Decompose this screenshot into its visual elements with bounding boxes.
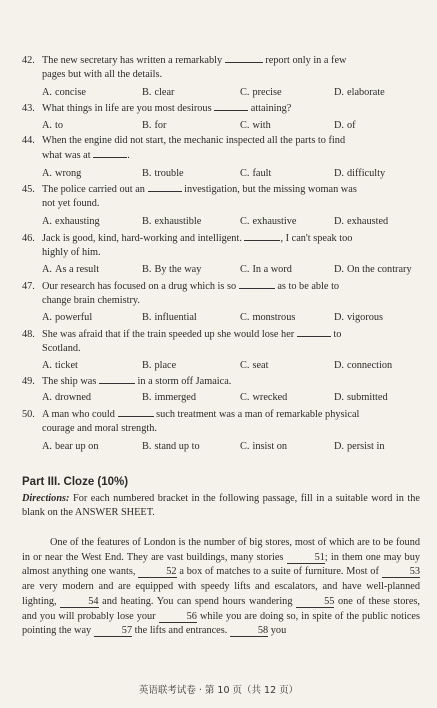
question-47 <box>22 279 422 308</box>
question-text: as to be able to <box>277 281 340 292</box>
answer-blank <box>148 182 182 192</box>
option-a[interactable] <box>42 263 99 277</box>
options-row <box>42 440 432 454</box>
option-d[interactable] <box>334 215 388 229</box>
option-text: persist in <box>347 441 385 452</box>
option-text: exhaustive <box>252 216 297 227</box>
option-text: immerged <box>154 392 197 403</box>
question-text: change brain chemistry. <box>42 295 140 306</box>
question-43 <box>22 101 422 116</box>
option-a[interactable] <box>42 440 98 454</box>
option-letter: B. <box>142 441 152 452</box>
page-footer: 英语联考试卷 · 第 10 页（共 12 页） <box>138 685 299 696</box>
option-text: for <box>154 120 167 131</box>
option-letter: B. <box>142 312 152 323</box>
blank-55: 55 <box>296 596 334 608</box>
option-c[interactable] <box>240 440 287 454</box>
option-text: to <box>55 120 64 131</box>
option-text: clear <box>154 87 175 98</box>
blank-53: 53 <box>382 566 420 578</box>
option-a[interactable] <box>42 86 86 100</box>
option-text: bear up on <box>55 441 99 452</box>
option-text: ticket <box>55 360 78 371</box>
option-text: influential <box>154 312 197 323</box>
question-text: in a storm off Jamaica. <box>137 376 232 387</box>
question-45 <box>22 182 422 211</box>
option-letter: C. <box>240 168 250 179</box>
option-letter: A. <box>42 87 53 98</box>
cloze-passage <box>22 536 420 639</box>
option-a[interactable] <box>42 359 78 373</box>
option-text: powerful <box>55 312 93 323</box>
option-text: On the contrary <box>347 264 412 275</box>
option-d[interactable] <box>334 167 385 181</box>
question-text: The new secretary has written a remarkably <box>42 55 223 66</box>
option-d[interactable] <box>334 263 412 277</box>
question-text: pages but with all the details. <box>42 69 163 80</box>
option-d[interactable] <box>334 359 392 373</box>
options-row <box>42 215 432 229</box>
option-c[interactable] <box>240 263 292 277</box>
question-text: not yet found. <box>42 198 100 209</box>
option-d[interactable] <box>334 119 356 133</box>
question-text: , I can't speak too <box>280 233 353 244</box>
option-text: with <box>252 120 271 131</box>
option-letter: B. <box>142 360 152 371</box>
blank-56: 56 <box>159 611 197 623</box>
options-row <box>42 263 432 277</box>
question-text: . <box>127 150 130 161</box>
option-letter: A. <box>42 168 53 179</box>
option-letter: D. <box>334 87 345 98</box>
option-b[interactable] <box>142 86 174 100</box>
option-b[interactable] <box>142 359 176 373</box>
option-letter: C. <box>240 360 250 371</box>
option-c[interactable] <box>240 119 271 133</box>
option-letter: A. <box>42 120 53 131</box>
option-letter: A. <box>42 441 53 452</box>
question-text: what was at <box>42 150 91 161</box>
question-49 <box>22 374 422 389</box>
option-letter: D. <box>334 392 345 403</box>
passage-text: one of these stores, and you will probably lose your <box>22 595 421 622</box>
option-text: In a word <box>252 264 292 275</box>
option-text: connection <box>347 360 393 371</box>
option-a[interactable] <box>42 119 63 133</box>
option-text: vigorous <box>347 312 384 323</box>
passage-text: One of the features of London is the number of big stores, most of which are to be found in or near the West End. They are vast buildings, many stories <box>22 537 420 563</box>
question-text: The ship was <box>42 376 97 387</box>
option-text: trouble <box>154 168 184 179</box>
directions <box>22 492 420 520</box>
passage-paragraph <box>22 536 420 639</box>
answer-blank <box>93 148 127 158</box>
option-b[interactable] <box>142 391 196 405</box>
option-letter: D. <box>334 264 345 275</box>
option-text: exhausting <box>55 216 100 227</box>
option-b[interactable] <box>142 263 201 277</box>
option-b[interactable] <box>142 215 201 229</box>
question-text: attaining? <box>250 103 292 114</box>
option-a[interactable] <box>42 311 92 325</box>
option-text: place <box>154 360 177 371</box>
option-text: elaborate <box>347 87 385 98</box>
option-letter: C. <box>240 120 250 131</box>
option-text: exhausted <box>347 216 389 227</box>
option-letter: C. <box>240 392 250 403</box>
question-number: 50. <box>22 409 35 420</box>
answer-blank <box>118 407 154 417</box>
answer-blank <box>225 53 263 63</box>
option-letter: A. <box>42 360 53 371</box>
question-text: courage and moral strength. <box>42 423 157 434</box>
options-row <box>42 359 432 373</box>
passage-text: the lifts and entrances. <box>134 625 228 637</box>
options-row <box>42 167 432 181</box>
option-c[interactable] <box>240 311 295 325</box>
question-number: 45. <box>22 184 35 195</box>
option-b[interactable] <box>142 119 166 133</box>
question-number: 46. <box>22 233 35 244</box>
option-text: concise <box>55 87 86 98</box>
option-text: stand up to <box>154 441 200 452</box>
question-number: 43. <box>22 103 35 114</box>
passage-text: a box of matches to a suite of furniture. Most of <box>179 566 379 578</box>
question-text: report only in a few <box>265 55 347 66</box>
options-row <box>42 311 432 325</box>
option-c[interactable] <box>240 215 297 229</box>
question-text: A man who could <box>42 409 115 420</box>
option-text: fault <box>252 168 272 179</box>
option-b[interactable] <box>142 167 184 181</box>
blank-58: 58 <box>230 625 268 637</box>
directions-text: For each numbered bracket in the following passage, fill in a suitable word in the blank on the ANSWER SHEET. <box>22 493 420 518</box>
options-row <box>42 86 432 100</box>
option-text: exhaustible <box>154 216 202 227</box>
question-number: 49. <box>22 376 35 387</box>
question-text: highly of him. <box>42 247 101 258</box>
question-text: What things in life are you most desirous <box>42 103 212 114</box>
passage-text: and heating. You can spend hours wandering <box>102 595 293 607</box>
blank-57: 57 <box>94 625 132 637</box>
option-letter: A. <box>42 264 53 275</box>
option-letter: D. <box>334 168 345 179</box>
option-text: By the way <box>154 264 202 275</box>
question-48 <box>22 327 422 356</box>
question-number: 44. <box>22 135 35 146</box>
option-letter: C. <box>240 312 250 323</box>
question-text: The police carried out an <box>42 184 145 195</box>
question-text: investigation, but the missing woman was <box>184 184 357 195</box>
answer-blank <box>99 374 135 384</box>
option-letter: D. <box>334 360 345 371</box>
option-text: monstrous <box>252 312 296 323</box>
option-letter: B. <box>142 392 152 403</box>
option-letter: D. <box>334 216 345 227</box>
option-text: insist on <box>252 441 288 452</box>
option-a[interactable] <box>42 391 91 405</box>
option-text: submitted <box>347 392 388 403</box>
question-text: Jack is good, kind, hard-working and intelligent. <box>42 233 242 244</box>
blank-52: 52 <box>138 566 176 578</box>
question-46 <box>22 231 422 260</box>
option-letter: A. <box>42 312 53 323</box>
option-letter: A. <box>42 216 53 227</box>
answer-blank <box>239 279 275 289</box>
passage-text: while you are doing so, in spite of the public notices pointing the way <box>22 610 421 637</box>
option-text: As a result <box>55 264 100 275</box>
option-text: wrong <box>55 168 82 179</box>
question-text: to <box>333 329 342 340</box>
option-letter: B. <box>142 120 152 131</box>
option-d[interactable] <box>334 311 383 325</box>
passage-text: you <box>270 625 287 637</box>
option-text: drowned <box>55 392 92 403</box>
options-row <box>42 119 432 133</box>
question-text: She was afraid that if the train speeded up she would lose her <box>42 329 295 340</box>
option-d[interactable] <box>334 86 385 100</box>
option-c[interactable] <box>240 391 287 405</box>
option-letter: B. <box>142 87 152 98</box>
option-a[interactable] <box>42 167 81 181</box>
option-letter: B. <box>142 216 152 227</box>
question-text: such treatment was a man of remarkable physical <box>156 409 360 420</box>
question-42 <box>22 53 422 82</box>
question-text: Scotland. <box>42 343 81 354</box>
answer-blank <box>244 231 280 241</box>
option-letter: C. <box>240 441 250 452</box>
option-letter: D. <box>334 120 345 131</box>
passage-text: are very modern and are equipped with speedy lifts and escalators, and have well-planned lighting, <box>22 581 420 607</box>
option-letter: B. <box>142 168 152 179</box>
answer-blank <box>297 327 331 337</box>
question-number: 48. <box>22 329 35 340</box>
option-c[interactable] <box>240 359 268 373</box>
option-letter: A. <box>42 392 53 403</box>
question-text: Our research has focused on a drug which is so <box>42 281 237 292</box>
question-text: When the engine did not start, the mechanic inspected all the parts to find <box>42 135 346 146</box>
option-letter: C. <box>240 87 250 98</box>
option-text: of <box>347 120 356 131</box>
option-b[interactable] <box>142 311 197 325</box>
option-d[interactable] <box>334 440 384 454</box>
blank-54: 54 <box>60 596 98 608</box>
options-row <box>42 391 432 405</box>
option-text: precise <box>252 87 282 98</box>
option-text: wrecked <box>252 392 288 403</box>
passage-text: ; in them one may buy almost anything one wants, <box>22 551 421 578</box>
question-number: 47. <box>22 281 35 292</box>
option-text: seat <box>252 360 269 371</box>
option-text: difficulty <box>347 168 386 179</box>
directions-label: Directions: <box>22 493 70 504</box>
option-a[interactable] <box>42 215 100 229</box>
option-letter: C. <box>240 216 250 227</box>
question-number: 42. <box>22 55 35 66</box>
question-44 <box>22 134 422 163</box>
option-c[interactable] <box>240 86 282 100</box>
answer-blank <box>214 101 248 111</box>
option-c[interactable] <box>240 167 271 181</box>
part-title: Part III. Cloze (10%) <box>22 476 129 488</box>
option-letter: B. <box>142 264 152 275</box>
question-50 <box>22 407 422 436</box>
option-letter: D. <box>334 441 345 452</box>
option-d[interactable] <box>334 391 388 405</box>
option-b[interactable] <box>142 440 200 454</box>
option-letter: C. <box>240 264 250 275</box>
option-letter: D. <box>334 312 345 323</box>
blank-51: 51 <box>287 552 325 564</box>
